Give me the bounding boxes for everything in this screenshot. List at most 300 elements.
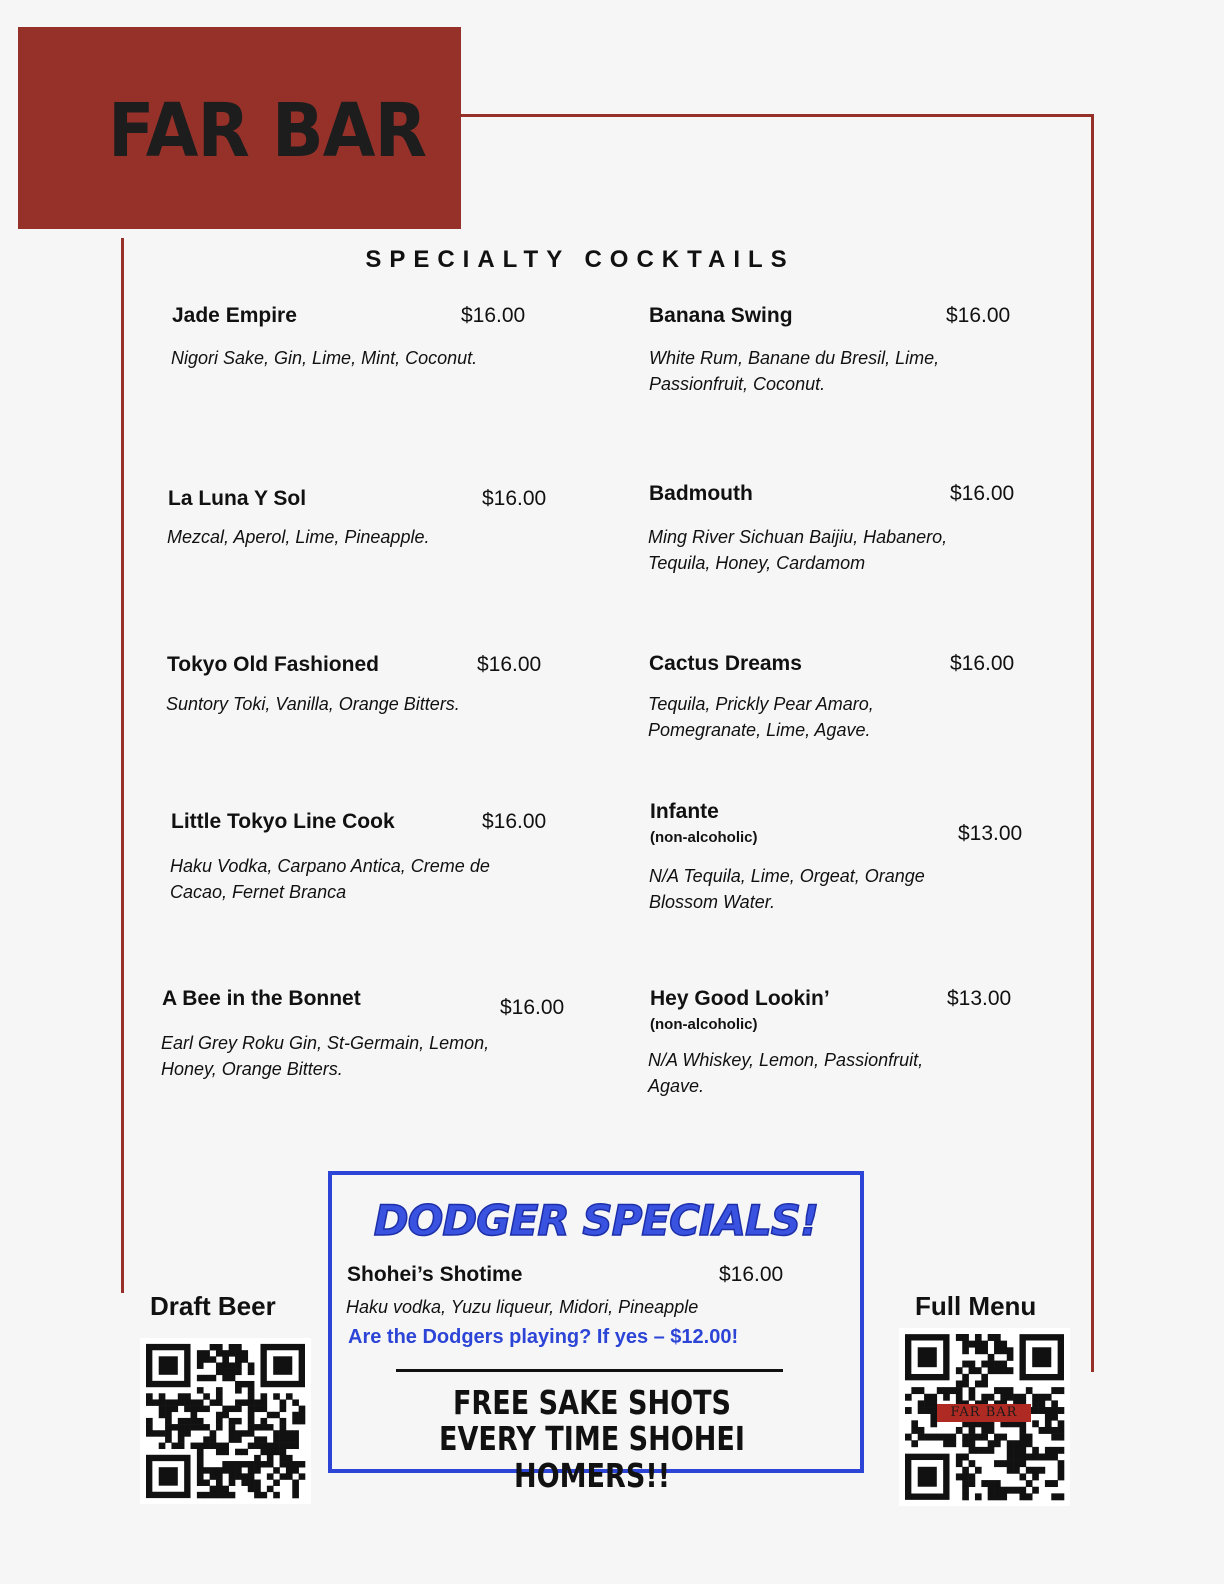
- qr-module: [248, 1381, 255, 1387]
- qr-module: [918, 1387, 925, 1394]
- qr-module: [235, 1467, 242, 1473]
- qr-module: [988, 1394, 995, 1401]
- qr-module: [216, 1480, 223, 1486]
- qr-module: [191, 1412, 198, 1418]
- qr-module: [969, 1361, 976, 1368]
- qr-module: [273, 1393, 280, 1399]
- qr-module: [229, 1362, 236, 1368]
- qr-module: [229, 1492, 236, 1498]
- qr-module: [981, 1427, 988, 1434]
- qr-module: [216, 1369, 223, 1375]
- qr-module: [1051, 1434, 1058, 1441]
- qr-module: [975, 1493, 982, 1500]
- qr-module: [299, 1406, 306, 1412]
- qr-module: [962, 1374, 969, 1381]
- qr-module: [1000, 1361, 1007, 1368]
- qr-module: [197, 1424, 204, 1430]
- qr-module: [1013, 1447, 1020, 1454]
- qr-module: [1039, 1427, 1046, 1434]
- qr-module: [159, 1443, 166, 1449]
- qr-module: [1019, 1493, 1026, 1500]
- qr-module: [1051, 1407, 1058, 1414]
- qr-module: [962, 1493, 969, 1500]
- qr-module: [235, 1350, 242, 1356]
- qr-module: [1058, 1407, 1065, 1414]
- item-price: $13.00: [958, 822, 1023, 845]
- qr-module: [241, 1461, 248, 1467]
- qr-module: [178, 1424, 185, 1430]
- qr-module: [1058, 1493, 1065, 1500]
- qr-module: [222, 1449, 229, 1455]
- qr-module: [216, 1350, 223, 1356]
- qr-module: [962, 1440, 969, 1447]
- qr-module: [924, 1400, 931, 1407]
- qr-module: [1058, 1427, 1065, 1434]
- qr-module: [267, 1443, 274, 1449]
- qr-module: [292, 1480, 299, 1486]
- qr-module: [1045, 1407, 1052, 1414]
- qr-module: [235, 1436, 242, 1442]
- special-item-description: Haku vodka, Yuzu liqueur, Midori, Pineapple: [346, 1297, 699, 1317]
- qr-module: [197, 1455, 204, 1461]
- qr-module: [1051, 1427, 1058, 1434]
- qr-module: [950, 1440, 957, 1447]
- item-price: $16.00: [500, 996, 565, 1019]
- frame-top-line: [461, 114, 1094, 117]
- qr-module: [975, 1467, 982, 1474]
- qr-module: [273, 1436, 280, 1442]
- qr-module: [222, 1492, 229, 1498]
- qr-module: [171, 1443, 178, 1449]
- qr-module: [222, 1362, 229, 1368]
- qr-module: [191, 1443, 198, 1449]
- qr-module: [171, 1399, 178, 1405]
- full-menu-label: Full Menu: [915, 1291, 1037, 1321]
- qr-module: [1007, 1394, 1014, 1401]
- qr-module: [962, 1473, 969, 1480]
- qr-module: [299, 1473, 306, 1479]
- qr-module: [222, 1467, 229, 1473]
- qr-module: [1007, 1440, 1014, 1447]
- qr-module: [216, 1492, 223, 1498]
- qr-module: [197, 1443, 204, 1449]
- qr-module: [203, 1406, 210, 1412]
- qr-module: [216, 1393, 223, 1399]
- qr-module: [1058, 1420, 1065, 1427]
- section-title: SPECIALTY COCKTAILS: [365, 246, 795, 273]
- qr-module: [1039, 1400, 1046, 1407]
- special-item-name: Shohei’s Shotime: [347, 1263, 523, 1286]
- qr-module: [260, 1399, 267, 1405]
- qr-module: [1051, 1414, 1058, 1421]
- qr-module: [267, 1473, 274, 1479]
- qr-module: [981, 1480, 988, 1487]
- qr-module: [273, 1492, 280, 1498]
- item-price: $16.00: [482, 810, 547, 833]
- qr-module: [981, 1394, 988, 1401]
- qr-module: [210, 1344, 217, 1350]
- qr-module: [178, 1393, 185, 1399]
- qr-module: [988, 1361, 995, 1368]
- qr-module: [159, 1430, 166, 1436]
- qr-module: [1032, 1400, 1039, 1407]
- qr-module: [241, 1381, 248, 1387]
- qr-module: [299, 1412, 306, 1418]
- qr-module: [292, 1492, 299, 1498]
- qr-module: [229, 1424, 236, 1430]
- qr-module: [969, 1387, 976, 1394]
- qr-module: [165, 1424, 172, 1430]
- qr-finder-center: [1032, 1347, 1051, 1367]
- qr-module: [1007, 1367, 1014, 1374]
- qr-module: [1026, 1454, 1033, 1461]
- qr-module: [280, 1424, 287, 1430]
- qr-module: [1058, 1434, 1065, 1441]
- qr-module: [905, 1394, 912, 1401]
- qr-module: [273, 1412, 280, 1418]
- qr-module: [1000, 1434, 1007, 1441]
- qr-module: [286, 1393, 293, 1399]
- qr-module: [229, 1461, 236, 1467]
- qr-module: [969, 1394, 976, 1401]
- qr-module: [956, 1334, 963, 1341]
- qr-module: [254, 1436, 261, 1442]
- full-menu-qr-logo: FAR BAR: [937, 1404, 1031, 1422]
- qr-module: [216, 1399, 223, 1405]
- qr-module: [197, 1418, 204, 1424]
- qr-module: [988, 1447, 995, 1454]
- qr-module: [962, 1467, 969, 1474]
- qr-module: [918, 1434, 925, 1441]
- qr-module: [962, 1380, 969, 1387]
- qr-module: [216, 1344, 223, 1350]
- qr-module: [254, 1486, 261, 1492]
- qr-module: [254, 1399, 261, 1405]
- qr-module: [235, 1430, 242, 1436]
- qr-module: [1058, 1467, 1065, 1474]
- qr-module: [248, 1467, 255, 1473]
- qr-module: [962, 1454, 969, 1461]
- qr-module: [197, 1406, 204, 1412]
- qr-module: [260, 1418, 267, 1424]
- qr-module: [222, 1486, 229, 1492]
- qr-module: [1007, 1387, 1014, 1394]
- qr-module: [994, 1460, 1001, 1467]
- qr-finder-center: [159, 1467, 178, 1485]
- item-description: White Rum, Banane du Bresil, Lime, Passionfruit, Coconut.: [649, 348, 940, 394]
- qr-module: [911, 1387, 918, 1394]
- qr-module: [203, 1424, 210, 1430]
- qr-module: [962, 1334, 969, 1341]
- qr-module: [197, 1356, 204, 1362]
- qr-module: [924, 1394, 931, 1401]
- qr-module: [222, 1369, 229, 1375]
- qr-module: [1007, 1447, 1014, 1454]
- qr-module: [178, 1418, 185, 1424]
- qr-module: [146, 1399, 153, 1405]
- qr-module: [950, 1387, 957, 1394]
- qr-module: [981, 1434, 988, 1441]
- qr-module: [197, 1467, 204, 1473]
- qr-module: [1000, 1493, 1007, 1500]
- qr-module: [197, 1480, 204, 1486]
- qr-module: [1007, 1460, 1014, 1467]
- qr-module: [159, 1399, 166, 1405]
- qr-module: [260, 1492, 267, 1498]
- qr-module: [292, 1412, 299, 1418]
- qr-module: [235, 1387, 242, 1393]
- qr-module: [299, 1418, 306, 1424]
- qr-module: [280, 1399, 287, 1405]
- qr-module: [280, 1473, 287, 1479]
- qr-module: [248, 1430, 255, 1436]
- qr-module: [975, 1367, 982, 1374]
- qr-module: [235, 1362, 242, 1368]
- qr-module: [994, 1387, 1001, 1394]
- qr-module: [975, 1380, 982, 1387]
- qr-module: [260, 1424, 267, 1430]
- qr-module: [222, 1412, 229, 1418]
- item-name: Hey Good Lookin’: [650, 987, 830, 1010]
- qr-module: [962, 1434, 969, 1441]
- item-price: $16.00: [482, 487, 547, 510]
- qr-module: [260, 1436, 267, 1442]
- item-description: Ming River Sichuan Baijiu, Habanero, Tequila, Honey, Cardamom: [648, 527, 948, 573]
- qr-module: [254, 1443, 261, 1449]
- qr-module: [280, 1406, 287, 1412]
- qr-module: [229, 1436, 236, 1442]
- qr-module: [988, 1493, 995, 1500]
- dodger-promo: Are the Dodgers playing? If yes – $12.00!: [348, 1326, 739, 1348]
- item-price: $16.00: [461, 304, 526, 327]
- qr-module: [1032, 1394, 1039, 1401]
- qr-module: [1058, 1473, 1065, 1480]
- qr-module: [235, 1449, 242, 1455]
- qr-module: [988, 1334, 995, 1341]
- qr-module: [146, 1418, 153, 1424]
- qr-module: [994, 1493, 1001, 1500]
- qr-module: [286, 1430, 293, 1436]
- qr-module: [1032, 1454, 1039, 1461]
- qr-module: [994, 1367, 1001, 1374]
- qr-module: [930, 1394, 937, 1401]
- qr-module: [292, 1467, 299, 1473]
- qr-module: [210, 1356, 217, 1362]
- qr-module: [159, 1393, 166, 1399]
- qr-module: [994, 1361, 1001, 1368]
- draft-beer-label: Draft Beer: [150, 1291, 276, 1321]
- qr-module: [988, 1480, 995, 1487]
- qr-module: [905, 1407, 912, 1414]
- qr-module: [1019, 1434, 1026, 1441]
- qr-module: [1045, 1447, 1052, 1454]
- qr-module: [994, 1480, 1001, 1487]
- item-name: Banana Swing: [649, 304, 793, 327]
- qr-module: [229, 1473, 236, 1479]
- qr-module: [165, 1430, 172, 1436]
- qr-module: [286, 1436, 293, 1442]
- qr-module: [911, 1420, 918, 1427]
- qr-module: [943, 1387, 950, 1394]
- qr-module: [191, 1399, 198, 1405]
- qr-module: [159, 1412, 166, 1418]
- item-description: N/A Whiskey, Lemon, Passionfruit, Agave.: [648, 1050, 924, 1096]
- qr-module: [229, 1369, 236, 1375]
- qr-module: [1000, 1347, 1007, 1354]
- qr-module: [171, 1406, 178, 1412]
- qr-module: [969, 1460, 976, 1467]
- qr-module: [229, 1406, 236, 1412]
- qr-module: [203, 1467, 210, 1473]
- qr-module: [943, 1440, 950, 1447]
- qr-module: [280, 1449, 287, 1455]
- qr-module: [229, 1375, 236, 1381]
- qr-module: [241, 1399, 248, 1405]
- qr-module: [924, 1434, 931, 1441]
- qr-module: [911, 1440, 918, 1447]
- qr-module: [203, 1375, 210, 1381]
- qr-module: [235, 1356, 242, 1362]
- qr-module: [191, 1424, 198, 1430]
- qr-module: [286, 1473, 293, 1479]
- qr-module: [248, 1486, 255, 1492]
- qr-finder-center: [273, 1356, 292, 1374]
- qr-module: [216, 1424, 223, 1430]
- qr-module: [943, 1434, 950, 1441]
- qr-module: [911, 1427, 918, 1434]
- draft-beer-qr-code[interactable]: [140, 1338, 311, 1504]
- qr-module: [1013, 1487, 1020, 1494]
- qr-module: [152, 1430, 159, 1436]
- qr-module: [216, 1443, 223, 1449]
- qr-module: [924, 1407, 931, 1414]
- item-description: Haku Vodka, Carpano Antica, Creme de Cacao, Fernet Branca: [170, 856, 490, 902]
- qr-module: [273, 1449, 280, 1455]
- qr-module: [1032, 1487, 1039, 1494]
- qr-module: [975, 1447, 982, 1454]
- qr-module: [918, 1400, 925, 1407]
- qr-module: [1019, 1454, 1026, 1461]
- qr-module: [248, 1418, 255, 1424]
- qr-module: [235, 1406, 242, 1412]
- qr-module: [969, 1367, 976, 1374]
- qr-module: [975, 1434, 982, 1441]
- qr-module: [280, 1443, 287, 1449]
- qr-module: [210, 1473, 217, 1479]
- qr-module: [981, 1447, 988, 1454]
- qr-module: [222, 1375, 229, 1381]
- qr-module: [210, 1443, 217, 1449]
- qr-module: [254, 1461, 261, 1467]
- qr-module: [943, 1394, 950, 1401]
- qr-module: [280, 1418, 287, 1424]
- qr-module: [956, 1454, 963, 1461]
- qr-module: [216, 1412, 223, 1418]
- qr-module: [1039, 1407, 1046, 1414]
- qr-module: [165, 1399, 172, 1405]
- qr-module: [216, 1418, 223, 1424]
- qr-module: [1013, 1454, 1020, 1461]
- qr-module: [962, 1480, 969, 1487]
- item-name: Jade Empire: [172, 304, 297, 327]
- qr-module: [969, 1440, 976, 1447]
- qr-module: [1013, 1394, 1020, 1401]
- qr-module: [254, 1492, 261, 1498]
- qr-module: [260, 1461, 267, 1467]
- item-description: Suntory Toki, Vanilla, Orange Bitters.: [166, 694, 460, 714]
- item-price: $13.00: [947, 987, 1012, 1010]
- qr-module: [981, 1374, 988, 1381]
- qr-module: [981, 1380, 988, 1387]
- qr-module: [994, 1341, 1001, 1348]
- qr-module: [191, 1406, 198, 1412]
- qr-module: [222, 1461, 229, 1467]
- qr-module: [216, 1486, 223, 1492]
- qr-module: [159, 1406, 166, 1412]
- qr-module: [210, 1436, 217, 1442]
- item-note: (non-alcoholic): [650, 1016, 758, 1033]
- item-note: (non-alcoholic): [650, 829, 758, 846]
- qr-module: [292, 1443, 299, 1449]
- qr-module: [1007, 1487, 1014, 1494]
- qr-module: [975, 1334, 982, 1341]
- qr-module: [273, 1443, 280, 1449]
- qr-module: [956, 1460, 963, 1467]
- qr-module: [1058, 1387, 1065, 1394]
- qr-module: [222, 1406, 229, 1412]
- item-description: Earl Grey Roku Gin, St-Germain, Lemon, Honey, Orange Bitters.: [161, 1033, 490, 1079]
- qr-module: [981, 1347, 988, 1354]
- qr-module: [260, 1443, 267, 1449]
- qr-module: [1032, 1467, 1039, 1474]
- qr-module: [241, 1449, 248, 1455]
- qr-module: [994, 1487, 1001, 1494]
- qr-finder-center: [918, 1467, 937, 1487]
- qr-module: [956, 1394, 963, 1401]
- qr-module: [280, 1455, 287, 1461]
- qr-module: [962, 1487, 969, 1494]
- qr-module: [988, 1367, 995, 1374]
- qr-module: [1019, 1473, 1026, 1480]
- qr-code-icon: [140, 1338, 311, 1504]
- qr-module: [1045, 1454, 1052, 1461]
- full-menu-qr-code[interactable]: [899, 1328, 1070, 1506]
- qr-module: [1019, 1447, 1026, 1454]
- qr-module: [1000, 1367, 1007, 1374]
- item-name: A Bee in the Bonnet: [162, 987, 361, 1010]
- qr-module: [203, 1356, 210, 1362]
- item-name: Cactus Dreams: [649, 652, 802, 675]
- qr-finder-center: [159, 1356, 178, 1374]
- qr-module: [918, 1407, 925, 1414]
- qr-module: [178, 1436, 185, 1442]
- qr-module: [988, 1354, 995, 1361]
- qr-module: [197, 1492, 204, 1498]
- qr-module: [1026, 1480, 1033, 1487]
- qr-module: [1013, 1460, 1020, 1467]
- qr-module: [197, 1449, 204, 1455]
- qr-module: [1039, 1454, 1046, 1461]
- qr-module: [171, 1424, 178, 1430]
- qr-module: [254, 1455, 261, 1461]
- qr-module: [248, 1443, 255, 1449]
- qr-module: [203, 1350, 210, 1356]
- qr-module: [1026, 1440, 1033, 1447]
- qr-module: [178, 1443, 185, 1449]
- qr-module: [1013, 1467, 1020, 1474]
- qr-finder-center: [918, 1347, 937, 1367]
- qr-module: [146, 1393, 153, 1399]
